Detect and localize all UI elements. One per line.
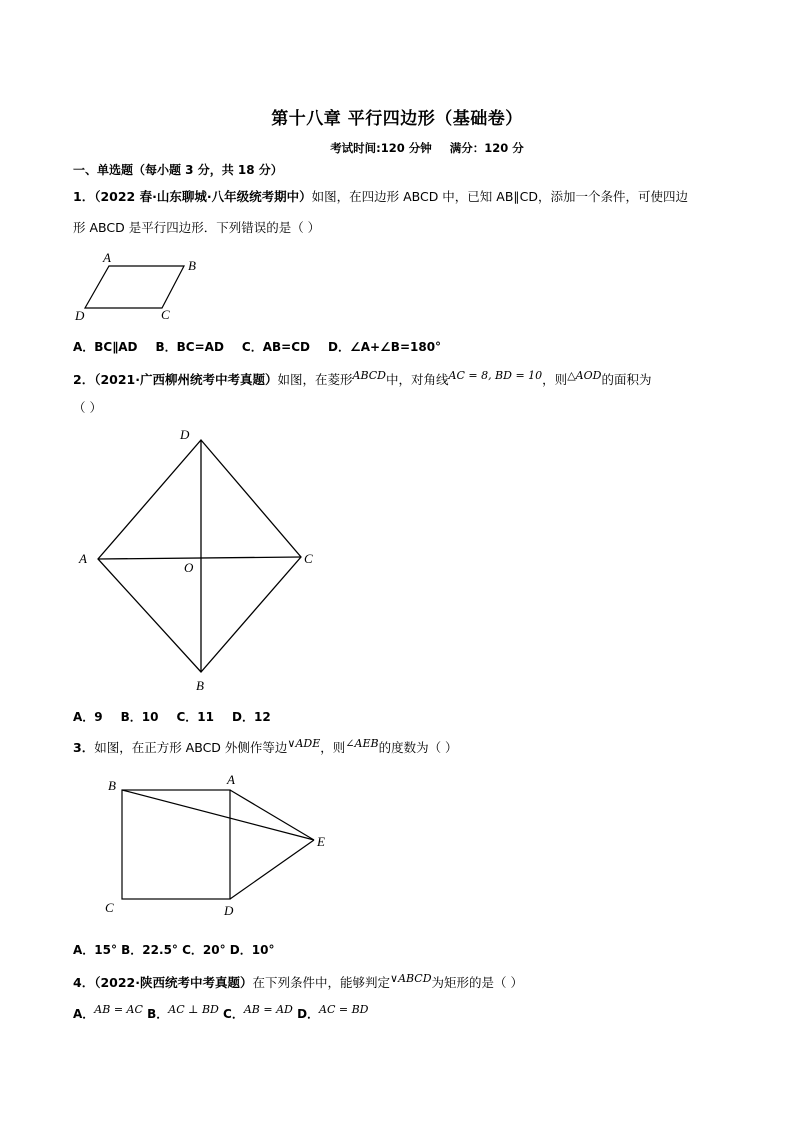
q3-side-ae	[230, 790, 314, 840]
q3-label-d: D	[224, 903, 234, 918]
q3-side-de	[230, 840, 314, 899]
q4-line1	[73, 973, 523, 991]
q1-options	[73, 338, 441, 355]
q2-math-diagonals: AC = 8, BD = 10	[448, 369, 543, 382]
q3-options[interactable]: A．15° B．22.5° C．20° D．10°	[73, 943, 275, 957]
q2-rhombus	[98, 440, 301, 672]
q2-option-b[interactable]: B．10	[120, 710, 159, 724]
q2-label-c: C	[304, 551, 313, 566]
section-heading: 一、单选题（每小题 3 分，共 18 分）	[73, 163, 283, 177]
q2-label-d: D	[180, 427, 190, 442]
exam-time: 考试时间:120 分钟	[330, 141, 432, 155]
q3-text-c: 的度数为（ ）	[378, 740, 458, 755]
q4-option-d-label: D．	[297, 1007, 320, 1021]
q3-line1	[73, 738, 458, 756]
q3-math-triangle: ∨ADE	[287, 737, 321, 750]
q3-square	[122, 790, 230, 899]
q4-option-c[interactable]	[223, 1003, 293, 1021]
q3-math-angle: ∠AEB	[345, 737, 379, 750]
q2-diagonal-ac	[98, 557, 301, 559]
page-title: 第十八章 平行四边形（基础卷）	[271, 109, 523, 129]
q4-option-a[interactable]	[73, 1003, 143, 1021]
q4-option-d-math: AC = BD	[319, 1003, 369, 1016]
q2-label-o: O	[184, 560, 194, 575]
q3-label-e: E	[317, 834, 325, 849]
q2-text-d: 的面积为	[601, 372, 652, 387]
q3-square-figure	[100, 766, 340, 926]
q3-number: 3．	[73, 740, 95, 755]
q4-option-c-math: AB = AD	[243, 1003, 293, 1016]
q2-line1	[73, 370, 651, 388]
q2-rhombus-figure	[70, 422, 330, 700]
q4-option-b-math: AC ⊥ BD	[168, 1003, 219, 1016]
q1-label-a: A	[103, 252, 111, 265]
q4-option-d[interactable]	[297, 1003, 369, 1021]
q1-option-a[interactable]: A．BC∥AD	[73, 340, 138, 354]
q2-line2: （ ）	[73, 400, 102, 415]
q1-number: 1．	[73, 189, 95, 204]
q1-label-b: B	[188, 258, 196, 273]
q4-option-a-math: AB = AC	[94, 1003, 143, 1016]
q3-label-a: A	[227, 772, 235, 787]
q1-source: （2022 春·山东聊城·八年级统考期中）	[94, 189, 312, 204]
q1-parallelogram	[85, 266, 184, 308]
q4-option-c-label: C．	[223, 1007, 244, 1021]
q2-label-b: B	[196, 678, 204, 693]
exam-info	[0, 140, 794, 156]
q4-options	[73, 1005, 369, 1022]
q2-option-c[interactable]: C．11	[176, 710, 215, 724]
q2-text-c: ，则	[542, 372, 568, 387]
q2-options	[73, 708, 271, 725]
q2-number: 2．	[73, 372, 95, 387]
exam-score: 满分：120 分	[449, 141, 524, 155]
q3-segment-be	[122, 790, 314, 840]
q4-option-b-label: B．	[147, 1007, 169, 1021]
q2-text-a: 如图，在菱形	[277, 372, 353, 387]
q4-text-b: 为矩形的是（ ）	[431, 975, 524, 990]
q1-option-b[interactable]: B．BC=AD	[155, 340, 224, 354]
q1-line1	[73, 187, 688, 205]
q3-text-b: ，则	[320, 740, 346, 755]
q4-source: （2022·陕西统考中考真题）	[94, 975, 253, 990]
q2-label-a: A	[79, 551, 87, 566]
q1-line2: 形 ABCD 是平行四边形．下列错误的是（ ）	[73, 220, 321, 235]
q4-number: 4．	[73, 975, 95, 990]
q4-option-b[interactable]	[147, 1003, 219, 1021]
q3-text-a: 如图，在正方形 ABCD 外侧作等边	[94, 740, 288, 755]
q2-option-a[interactable]: A．9	[73, 710, 103, 724]
q4-option-a-label: A．	[73, 1007, 95, 1021]
q2-source: （2021·广西柳州统考中考真题）	[94, 372, 278, 387]
q3-label-b: B	[108, 778, 116, 793]
q2-option-d[interactable]: D．12	[232, 710, 271, 724]
q1-label-c: C	[161, 307, 170, 322]
q4-text-a: 在下列条件中，能够判定	[252, 975, 391, 990]
q1-option-c[interactable]: C．AB=CD	[241, 340, 310, 354]
q1-parallelogram-figure	[70, 252, 200, 324]
q2-math-abcd: ABCD	[352, 369, 386, 382]
q2-math-triangle: △AOD	[567, 369, 602, 382]
q1-label-d: D	[75, 308, 85, 323]
q1-option-d[interactable]: D．∠A+∠B=180°	[327, 340, 442, 354]
q3-label-c: C	[105, 900, 114, 915]
q1-text: 如图，在四边形 ABCD 中，已知 AB∥CD，添加一个条件，可使四边	[311, 189, 689, 204]
q2-text-b: 中，对角线	[385, 372, 449, 387]
q4-math-parallelogram: ∨ABCD	[390, 972, 432, 985]
